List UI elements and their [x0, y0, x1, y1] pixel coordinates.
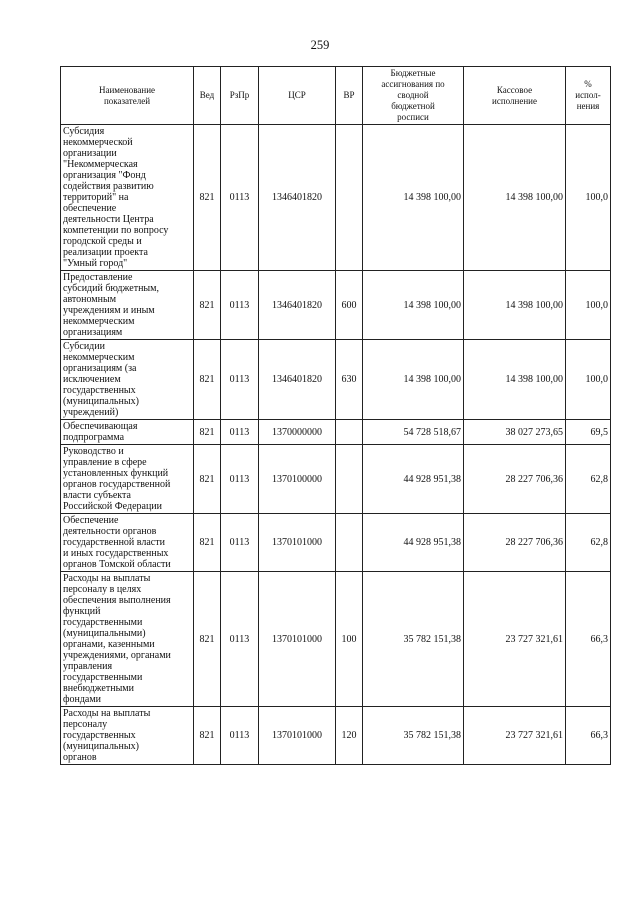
table-row: [61, 420, 611, 445]
row-budget: 14 398 100,00: [363, 271, 464, 340]
row-percent: 100,0: [566, 271, 611, 340]
row-budget: 14 398 100,00: [363, 340, 464, 420]
row-budget: 54 728 518,67: [363, 420, 464, 445]
row-csr: 1346401820: [259, 271, 336, 340]
row-name: Обеспечивающая подпрограмма: [61, 420, 194, 445]
header-cash: Кассовое исполнение: [464, 67, 566, 125]
row-csr: 1370000000: [259, 420, 336, 445]
row-cash: 28 227 706,36: [464, 514, 566, 572]
row-rzpr: 0113: [221, 340, 259, 420]
row-budget: 44 928 951,38: [363, 445, 464, 514]
table-row: [61, 340, 611, 420]
row-percent: 62,8: [566, 445, 611, 514]
header-rzpr: РзПр: [221, 67, 259, 125]
page-number: 259: [310, 38, 330, 52]
header-csr: ЦСР: [259, 67, 336, 125]
row-ved: 821: [194, 420, 221, 445]
row-vr: [336, 420, 363, 445]
row-cash: 23 727 321,61: [464, 572, 566, 707]
row-budget: 35 782 151,38: [363, 707, 464, 765]
row-percent: 66,3: [566, 707, 611, 765]
row-rzpr: 0113: [221, 572, 259, 707]
table-header-row: [61, 67, 611, 125]
row-vr: [336, 445, 363, 514]
row-name: Субсидия некоммерческой организации "Некоммерческая организация "Фонд содействия развитию территорий" на обеспечение деятельности Центра компетенции по вопросу городской среды и реализации проекта "Умный город": [61, 125, 194, 271]
table-row: [61, 445, 611, 514]
header-vr: ВР: [336, 67, 363, 125]
row-budget: 35 782 151,38: [363, 572, 464, 707]
header-name: Наименование показателей: [61, 67, 194, 125]
row-ved: 821: [194, 340, 221, 420]
row-name: Руководство и управление в сфере установленных функций органов государственной власти субъекта Российской Федерации: [61, 445, 194, 514]
row-name: Предоставление субсидий бюджетным, автономным учреждениям и иным некоммерческим организациям: [61, 271, 194, 340]
table-row: [61, 572, 611, 707]
row-cash: 38 027 273,65: [464, 420, 566, 445]
row-rzpr: 0113: [221, 445, 259, 514]
row-ved: 821: [194, 445, 221, 514]
row-rzpr: 0113: [221, 125, 259, 271]
table-row: [61, 514, 611, 572]
header-ved: Вед: [194, 67, 221, 125]
row-percent: 100,0: [566, 340, 611, 420]
row-cash: 14 398 100,00: [464, 125, 566, 271]
row-percent: 69,5: [566, 420, 611, 445]
row-ved: 821: [194, 707, 221, 765]
row-csr: 1346401820: [259, 125, 336, 271]
row-name: Расходы на выплаты персоналу государственных (муниципальных) органов: [61, 707, 194, 765]
row-csr: 1370101000: [259, 514, 336, 572]
row-cash: 28 227 706,36: [464, 445, 566, 514]
row-name: Обеспечение деятельности органов государственной власти и иных государственных органов Томской области: [61, 514, 194, 572]
table-row: [61, 707, 611, 765]
row-budget: 14 398 100,00: [363, 125, 464, 271]
row-cash: 14 398 100,00: [464, 340, 566, 420]
row-rzpr: 0113: [221, 514, 259, 572]
budget-execution-table: [60, 66, 611, 765]
row-vr: 100: [336, 572, 363, 707]
row-rzpr: 0113: [221, 707, 259, 765]
row-vr: [336, 514, 363, 572]
row-rzpr: 0113: [221, 420, 259, 445]
row-vr: [336, 125, 363, 271]
row-percent: 62,8: [566, 514, 611, 572]
row-csr: 1370101000: [259, 572, 336, 707]
row-name: Расходы на выплаты персоналу в целях обеспечения выполнения функций государственными (муниципальными) органами, казенными учреждениями, органами управления государственными внебюджетными фондами: [61, 572, 194, 707]
table-row: [61, 125, 611, 271]
row-csr: 1370100000: [259, 445, 336, 514]
row-vr: 630: [336, 340, 363, 420]
header-percent: % испол- нения: [566, 67, 611, 125]
row-ved: 821: [194, 514, 221, 572]
row-vr: 120: [336, 707, 363, 765]
row-cash: 14 398 100,00: [464, 271, 566, 340]
row-budget: 44 928 951,38: [363, 514, 464, 572]
row-vr: 600: [336, 271, 363, 340]
row-csr: 1346401820: [259, 340, 336, 420]
table-row: [61, 271, 611, 340]
row-csr: 1370101000: [259, 707, 336, 765]
row-rzpr: 0113: [221, 271, 259, 340]
row-percent: 100,0: [566, 125, 611, 271]
row-ved: 821: [194, 572, 221, 707]
row-cash: 23 727 321,61: [464, 707, 566, 765]
row-name: Субсидии некоммерческим организациям (за исключением государственных (муниципальных) учреждений): [61, 340, 194, 420]
row-ved: 821: [194, 271, 221, 340]
header-budget: Бюджетные ассигнования по сводной бюджетной росписи: [363, 67, 464, 125]
row-percent: 66,3: [566, 572, 611, 707]
row-ved: 821: [194, 125, 221, 271]
